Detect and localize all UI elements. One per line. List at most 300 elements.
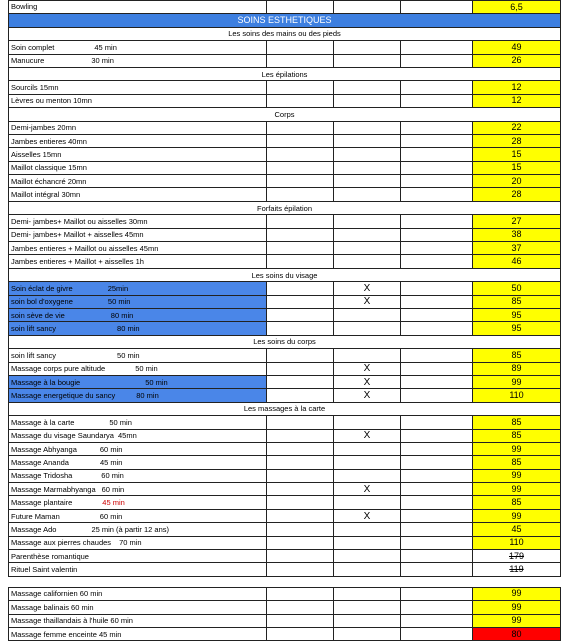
item-label: Massage californien 60 min — [11, 589, 103, 599]
item-label: Massage aux pierres chaudes — [11, 538, 112, 548]
item-label: soin lift sancy — [11, 324, 57, 334]
empty-cell — [267, 550, 334, 563]
table-row — [9, 536, 561, 549]
empty-cell — [267, 496, 334, 509]
item-cell — [9, 322, 267, 335]
item-label: Massage thaillandais à l'huile 60 min — [11, 616, 133, 626]
price-cell: 45 — [473, 523, 561, 536]
item-cell — [9, 496, 267, 509]
item-label: Rituel Saint valentin — [11, 565, 78, 575]
table-row — [9, 523, 561, 536]
section-name: Corps — [9, 108, 561, 121]
item-label: Massage à la carte — [11, 417, 75, 427]
empty-cell — [267, 614, 334, 627]
item-label: Maillot classique 15mn — [11, 163, 87, 173]
price-cell: 99 — [473, 601, 561, 614]
table-row — [9, 375, 561, 388]
section-name: Les soins du corps — [9, 335, 561, 348]
item-cell — [9, 161, 267, 174]
item-label: Demi- jambes+ Maillot + aisselles 45mn — [11, 230, 144, 240]
table-row — [9, 429, 561, 442]
item-label: Massage Abhyanga — [11, 444, 77, 454]
mark-cell: X — [334, 429, 401, 442]
mark-cell — [334, 469, 401, 482]
spacer — [9, 576, 561, 587]
table-row — [9, 349, 561, 362]
price-cell: 27 — [473, 215, 561, 228]
item-cell — [9, 442, 267, 455]
item-label: Demi- jambes+ Maillot ou aisselles 30mn — [11, 216, 148, 226]
price-cell: 95 — [473, 308, 561, 321]
empty-cell — [267, 349, 334, 362]
empty-cell — [401, 614, 473, 627]
item-label: Aisselles 15mn — [11, 149, 62, 159]
section-name: Les soins du visage — [9, 268, 561, 281]
empty-cell — [267, 456, 334, 469]
empty-cell — [267, 322, 334, 335]
item-label: Massage corps pure altitude — [11, 364, 106, 374]
table-row — [9, 627, 561, 640]
empty-cell — [267, 601, 334, 614]
section-title-row — [9, 14, 561, 27]
mark-cell — [334, 175, 401, 188]
item-cell — [9, 41, 267, 54]
empty-cell — [334, 1, 401, 14]
empty-cell — [267, 282, 334, 295]
spacer-row — [9, 576, 561, 587]
item-cell — [9, 188, 267, 201]
empty-cell — [401, 54, 473, 67]
item-cell — [9, 148, 267, 161]
item-label: Maillot échancré 20mn — [11, 176, 87, 186]
item-duration: 50 min — [117, 350, 140, 360]
item-cell — [9, 308, 267, 321]
item-cell — [9, 469, 267, 482]
item-label: Lèvres ou menton 10mn — [11, 96, 92, 106]
section-header — [9, 201, 561, 214]
price-cell: 50 — [473, 282, 561, 295]
empty-cell — [401, 134, 473, 147]
item-label: Massage Ado — [11, 524, 57, 534]
item-cell — [9, 295, 267, 308]
empty-cell — [267, 94, 334, 107]
price-cell: 15 — [473, 148, 561, 161]
item-cell — [9, 563, 267, 576]
mark-cell — [334, 627, 401, 640]
empty-cell — [267, 188, 334, 201]
empty-cell — [401, 563, 473, 576]
item-label: Massage energetique du sancy — [11, 391, 116, 401]
price-cell: 99 — [473, 469, 561, 482]
table-row — [9, 483, 561, 496]
empty-cell — [401, 161, 473, 174]
item-cell — [9, 362, 267, 375]
empty-cell — [401, 496, 473, 509]
table-row — [9, 282, 561, 295]
item-cell: Bowling — [9, 1, 267, 14]
empty-cell — [401, 469, 473, 482]
item-cell — [9, 81, 267, 94]
mark-cell — [334, 94, 401, 107]
price-table — [8, 0, 561, 641]
item-cell — [9, 429, 267, 442]
item-duration: 45 min — [94, 42, 117, 52]
empty-cell — [267, 536, 334, 549]
price-cell: 99 — [473, 614, 561, 627]
table-row — [9, 456, 561, 469]
empty-cell — [401, 550, 473, 563]
price-cell: 12 — [473, 81, 561, 94]
item-label: Massage du visage Saundarya — [11, 431, 114, 441]
table-row — [9, 389, 561, 402]
section-name: Les massages à la carte — [9, 402, 561, 415]
empty-cell — [267, 1, 334, 14]
item-duration: 80 min — [136, 391, 159, 401]
item-cell — [9, 614, 267, 627]
mark-cell — [334, 161, 401, 174]
item-cell — [9, 389, 267, 402]
empty-cell — [267, 148, 334, 161]
empty-cell — [267, 242, 334, 255]
mark-cell: X — [334, 282, 401, 295]
price-cell: 85 — [473, 295, 561, 308]
mark-cell — [334, 523, 401, 536]
mark-cell: X — [334, 389, 401, 402]
empty-cell — [267, 627, 334, 640]
item-label: Massage femme enceinte 45 min — [11, 629, 122, 639]
item-label: Massage Tridosha — [11, 471, 73, 481]
empty-cell — [401, 175, 473, 188]
price-cell: 99 — [473, 375, 561, 388]
item-duration: 50 min — [145, 377, 168, 387]
empty-cell — [401, 362, 473, 375]
table-row — [9, 54, 561, 67]
item-duration: 80 min — [110, 310, 134, 320]
empty-cell — [401, 322, 473, 335]
empty-cell — [401, 416, 473, 429]
price-cell: 179 — [473, 550, 561, 563]
table-row — [9, 188, 561, 201]
table-row — [9, 496, 561, 509]
empty-cell — [267, 523, 334, 536]
item-duration: 60 min — [101, 471, 124, 481]
item-duration: 45 min — [99, 457, 123, 467]
empty-cell — [267, 54, 334, 67]
empty-cell — [267, 563, 334, 576]
mark-cell — [334, 601, 401, 614]
empty-cell — [267, 134, 334, 147]
empty-cell — [401, 308, 473, 321]
item-label: Jambes entieres + Maillot + aisselles 1h — [11, 257, 144, 267]
empty-cell — [267, 308, 334, 321]
table-row — [9, 587, 561, 600]
item-cell — [9, 255, 267, 268]
mark-cell — [334, 41, 401, 54]
item-cell — [9, 228, 267, 241]
mark-cell — [334, 242, 401, 255]
price-cell: 99 — [473, 442, 561, 455]
table-row — [9, 81, 561, 94]
empty-cell — [267, 161, 334, 174]
table-row — [9, 308, 561, 321]
price-cell: 85 — [473, 496, 561, 509]
mark-cell — [334, 563, 401, 576]
price-cell: 37 — [473, 242, 561, 255]
item-label: Sourcils 15mn — [11, 83, 59, 93]
price-cell: 46 — [473, 255, 561, 268]
mark-cell: X — [334, 375, 401, 388]
table-row — [9, 161, 561, 174]
price-cell: 49 — [473, 41, 561, 54]
empty-cell — [267, 587, 334, 600]
price-cell: 85 — [473, 416, 561, 429]
table-row — [9, 362, 561, 375]
empty-cell — [267, 228, 334, 241]
empty-cell — [401, 389, 473, 402]
empty-cell — [401, 375, 473, 388]
price-sheet — [8, 0, 560, 641]
item-label: Demi-jambes 20mn — [11, 123, 77, 133]
item-cell — [9, 483, 267, 496]
item-label: Manucure — [11, 56, 45, 66]
item-cell — [9, 509, 267, 522]
empty-cell — [401, 81, 473, 94]
price-cell: 85 — [473, 456, 561, 469]
item-duration: 60 min — [101, 484, 125, 494]
empty-cell — [401, 509, 473, 522]
table-row — [9, 175, 561, 188]
item-duration: 45 min — [102, 498, 125, 508]
empty-cell — [267, 483, 334, 496]
price-cell: 99 — [473, 587, 561, 600]
mark-cell — [334, 349, 401, 362]
item-cell — [9, 54, 267, 67]
item-cell — [9, 121, 267, 134]
section-header — [9, 268, 561, 281]
item-cell — [9, 282, 267, 295]
item-cell — [9, 215, 267, 228]
item-label: Soin éclat de givre — [11, 283, 73, 293]
item-duration: 25 min (à partir 12 ans) — [91, 524, 169, 534]
price-cell: 110 — [473, 389, 561, 402]
empty-cell — [401, 456, 473, 469]
page-title: SOINS ESTHETIQUES — [9, 14, 561, 27]
mark-cell — [334, 550, 401, 563]
empty-cell — [401, 587, 473, 600]
empty-cell — [401, 442, 473, 455]
empty-cell — [401, 429, 473, 442]
empty-cell — [401, 295, 473, 308]
mark-cell — [334, 614, 401, 627]
empty-cell — [267, 175, 334, 188]
mark-cell — [334, 134, 401, 147]
mark-cell — [334, 215, 401, 228]
price-cell: 20 — [473, 175, 561, 188]
item-cell — [9, 242, 267, 255]
item-cell — [9, 550, 267, 563]
price-cell: 6,5 — [473, 1, 561, 14]
item-cell — [9, 349, 267, 362]
empty-cell — [267, 389, 334, 402]
item-duration: 45mn — [117, 431, 137, 441]
price-cell: 89 — [473, 362, 561, 375]
price-cell: 110 — [473, 536, 561, 549]
item-cell — [9, 587, 267, 600]
price-cell: 85 — [473, 429, 561, 442]
item-cell — [9, 456, 267, 469]
mark-cell — [334, 228, 401, 241]
table-row — [9, 322, 561, 335]
empty-cell — [267, 509, 334, 522]
empty-cell — [267, 41, 334, 54]
item-cell — [9, 416, 267, 429]
item-duration: 70 min — [119, 538, 142, 548]
item-duration: 50 min — [135, 364, 158, 374]
empty-cell — [401, 282, 473, 295]
mark-cell — [334, 81, 401, 94]
table-row — [9, 509, 561, 522]
item-label: Jambes entieres + Maillot ou aisselles 45mn — [11, 243, 159, 253]
item-label: Future Maman — [11, 511, 60, 521]
empty-cell — [401, 523, 473, 536]
table-row — [9, 228, 561, 241]
empty-cell — [401, 536, 473, 549]
table-row — [9, 1, 561, 14]
mark-cell — [334, 255, 401, 268]
empty-cell — [267, 416, 334, 429]
price-cell: 26 — [473, 54, 561, 67]
empty-cell — [267, 469, 334, 482]
mark-cell: X — [334, 362, 401, 375]
item-cell — [9, 134, 267, 147]
mark-cell — [334, 308, 401, 321]
item-cell — [9, 175, 267, 188]
empty-cell — [401, 349, 473, 362]
empty-cell — [267, 295, 334, 308]
item-duration: 60 min — [99, 444, 123, 454]
mark-cell — [334, 148, 401, 161]
empty-cell — [401, 148, 473, 161]
mark-cell — [334, 442, 401, 455]
empty-cell — [267, 255, 334, 268]
table-row — [9, 601, 561, 614]
empty-cell — [267, 81, 334, 94]
empty-cell — [401, 242, 473, 255]
table-row — [9, 134, 561, 147]
empty-cell — [267, 442, 334, 455]
mark-cell: X — [334, 509, 401, 522]
mark-cell — [334, 536, 401, 549]
section-name: Les soins des mains ou des pieds — [9, 27, 561, 40]
price-cell: 99 — [473, 509, 561, 522]
item-label: Massage Ananda — [11, 457, 69, 467]
item-label: Massage balinais 60 min — [11, 602, 94, 612]
mark-cell — [334, 456, 401, 469]
item-label: Massage Marmabhyanga — [11, 484, 96, 494]
empty-cell — [267, 215, 334, 228]
item-label: soin lift sancy — [11, 350, 57, 360]
empty-cell — [401, 627, 473, 640]
empty-cell — [401, 228, 473, 241]
table-row — [9, 215, 561, 228]
table-row — [9, 94, 561, 107]
item-label: Soin complet — [11, 42, 55, 52]
item-cell — [9, 94, 267, 107]
table-row — [9, 41, 561, 54]
section-header — [9, 335, 561, 348]
empty-cell — [267, 429, 334, 442]
section-header — [9, 67, 561, 80]
empty-cell — [267, 362, 334, 375]
item-duration: 30 min — [91, 56, 114, 66]
mark-cell — [334, 416, 401, 429]
mark-cell — [334, 188, 401, 201]
section-header — [9, 27, 561, 40]
table-row — [9, 614, 561, 627]
table-row — [9, 563, 561, 576]
price-cell: 80 — [473, 627, 561, 640]
mark-cell — [334, 496, 401, 509]
item-label: soin sève de vie — [11, 310, 65, 320]
section-name: Forfaits épilation — [9, 201, 561, 214]
item-cell — [9, 627, 267, 640]
table-row — [9, 550, 561, 563]
item-duration: 50 min — [109, 417, 132, 427]
item-cell — [9, 523, 267, 536]
item-cell — [9, 601, 267, 614]
item-cell — [9, 536, 267, 549]
empty-cell — [401, 94, 473, 107]
section-header — [9, 108, 561, 121]
price-cell: 85 — [473, 349, 561, 362]
empty-cell — [401, 41, 473, 54]
table-row — [9, 442, 561, 455]
item-duration: 25min — [107, 283, 129, 293]
empty-cell — [267, 375, 334, 388]
price-cell: 12 — [473, 94, 561, 107]
item-duration: 50 min — [107, 297, 131, 307]
mark-cell — [334, 322, 401, 335]
item-duration: 60 min — [99, 511, 123, 521]
table-row — [9, 242, 561, 255]
mark-cell: X — [334, 295, 401, 308]
price-cell: 28 — [473, 134, 561, 147]
item-duration: 80 min — [117, 324, 140, 334]
price-cell: 99 — [473, 483, 561, 496]
section-header — [9, 402, 561, 415]
table-row — [9, 295, 561, 308]
table-row — [9, 148, 561, 161]
empty-cell — [401, 1, 473, 14]
table-row — [9, 255, 561, 268]
empty-cell — [401, 121, 473, 134]
table-row — [9, 416, 561, 429]
item-label: Massage à la bougie — [11, 377, 81, 387]
mark-cell — [334, 54, 401, 67]
item-cell — [9, 375, 267, 388]
price-cell: 28 — [473, 188, 561, 201]
table-row — [9, 121, 561, 134]
item-label: Parenthèse romantique — [11, 551, 89, 561]
mark-cell: X — [334, 483, 401, 496]
empty-cell — [401, 483, 473, 496]
item-label: Massage plantaire — [11, 498, 73, 508]
price-cell: 15 — [473, 161, 561, 174]
price-cell: 22 — [473, 121, 561, 134]
mark-cell — [334, 121, 401, 134]
item-label: Jambes entieres 40mn — [11, 136, 87, 146]
empty-cell — [401, 255, 473, 268]
